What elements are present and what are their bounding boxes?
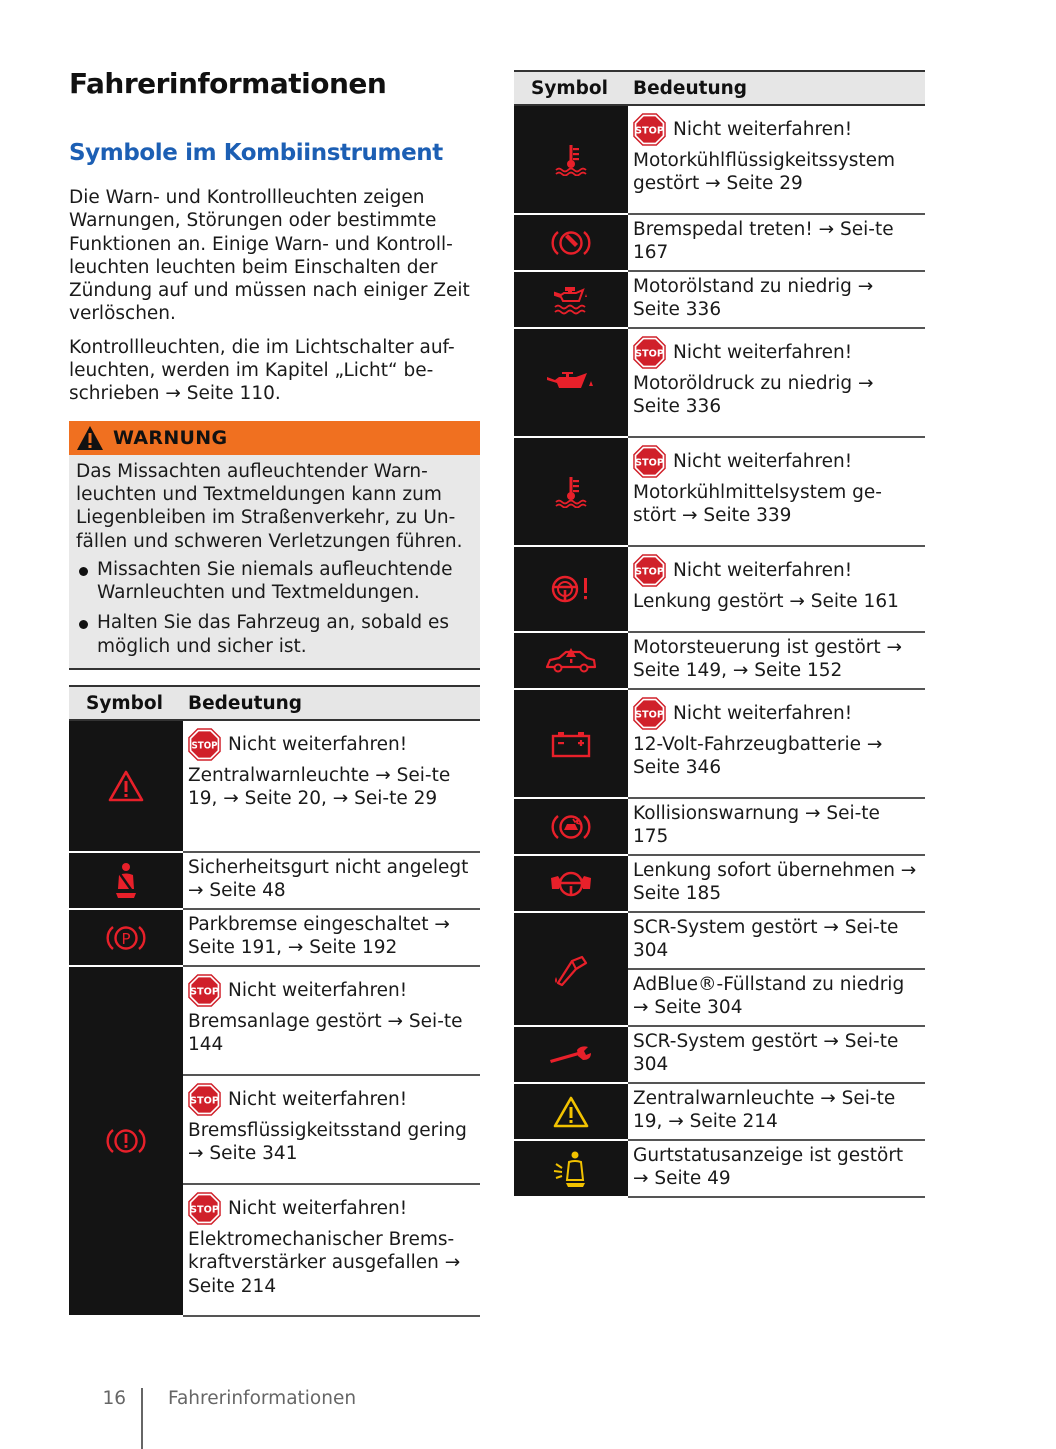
- meaning-text: SCR-System gestört → Sei-te 304: [633, 1031, 899, 1076]
- meaning-cell: [628, 546, 925, 632]
- warning-list: [76, 558, 472, 658]
- symbol-cell: [514, 1026, 628, 1083]
- table-row: [69, 720, 480, 852]
- stop-sign-icon: [633, 445, 666, 478]
- warning-triangle-icon: [75, 424, 105, 452]
- symbol-cell: [514, 328, 628, 437]
- stop-sign-icon: [188, 974, 221, 1007]
- svg-text:STOP: STOP: [635, 709, 664, 721]
- symbol-cell: [514, 546, 628, 632]
- meaning-cell: [628, 969, 925, 1026]
- table-row: [69, 966, 480, 1075]
- symbol-cell: [514, 437, 628, 546]
- meaning-cell: [628, 798, 925, 855]
- symbol-table-left: [69, 685, 480, 1317]
- meaning-cell: [628, 689, 925, 798]
- table-row: [514, 271, 925, 328]
- meaning-text: Motorsteuerung ist gestört → Seite 149, → Seite 152: [633, 637, 903, 682]
- adblue-icon: [552, 951, 590, 987]
- meaning-text: Motorölstand zu niedrig → Seite 336: [633, 276, 874, 321]
- parking-brake-icon: [106, 923, 146, 953]
- table-row: [514, 546, 925, 632]
- stop-text: Nicht weiterfahren!: [673, 341, 853, 363]
- stop-sign-icon: [188, 728, 221, 761]
- meaning-cell: [628, 105, 925, 214]
- coolant-temperature-icon: [554, 144, 588, 176]
- meaning-cell: [628, 1026, 925, 1083]
- svg-text:STOP: STOP: [635, 125, 664, 137]
- stop-line: [633, 441, 921, 478]
- symbol-cell: [69, 720, 183, 852]
- table-row: [514, 855, 925, 912]
- stop-text: Nicht weiterfahren!: [673, 118, 853, 140]
- table-row: [514, 328, 925, 437]
- page-footer: [0, 1388, 1056, 1449]
- svg-text:STOP: STOP: [190, 1095, 219, 1107]
- meaning-cell: [628, 437, 925, 546]
- meaning-text: Motorkühlmittelsystem ge-stört → Seite 339: [633, 482, 882, 527]
- meaning-text: Gurtstatusanzeige ist gestört → Seite 49: [633, 1145, 904, 1190]
- warning-triangle-yellow-icon: [553, 1096, 589, 1128]
- meaning-cell: [628, 271, 925, 328]
- footer-chapter: Fahrerinformationen: [168, 1388, 357, 1409]
- meaning-text: Bremsflüssigkeitsstand gering → Seite 341: [188, 1120, 467, 1165]
- footer-divider: [141, 1388, 143, 1449]
- symbol-cell: [514, 1083, 628, 1140]
- svg-text:STOP: STOP: [191, 740, 218, 752]
- intro-paragraph-2: Kontrollleuchten, die im Lichtschalter auf-leuchten, werden im Kapitel „Licht“ be-schrieben → Seite 110.: [69, 336, 455, 405]
- stop-text: Nicht weiterfahren!: [228, 1088, 408, 1110]
- belt-status-icon: [552, 1150, 590, 1188]
- page-title: Fahrerinformationen: [69, 67, 387, 100]
- stop-sign-icon: [188, 1083, 221, 1116]
- page-number: 16: [102, 1388, 126, 1409]
- table-row: [514, 912, 925, 969]
- symbol-cell: [514, 855, 628, 912]
- table-row: [514, 105, 925, 214]
- stop-sign-icon: [633, 554, 666, 587]
- symbol-cell: [514, 912, 628, 1026]
- meaning-text: AdBlue®-Füllstand zu niedrig → Seite 304: [633, 974, 905, 1019]
- stop-sign-icon: [633, 113, 666, 146]
- meaning-cell: [183, 966, 480, 1075]
- table-row: [69, 909, 480, 966]
- table-row: [514, 632, 925, 689]
- brake-system-icon: [106, 1126, 146, 1156]
- stop-text: Nicht weiterfahren!: [673, 559, 853, 581]
- symbol-cell: [69, 852, 183, 909]
- meaning-cell: [183, 852, 480, 909]
- stop-line: [633, 109, 921, 146]
- stop-line: [188, 1079, 476, 1116]
- warning-text: Das Missachten aufleuchtender Warn-leuchten und Textmeldungen kann zum Liegenbleiben im Straßenverkehr, zu Un-fällen und schweren Verletzungen führen.: [76, 460, 463, 552]
- meaning-text: Motoröldruck zu niedrig → Seite 336: [633, 373, 874, 418]
- column-header-symbol: Symbol: [69, 686, 183, 720]
- meaning-cell: [183, 1075, 480, 1184]
- meaning-text: Zentralwarnleuchte → Sei-te 19, → Seite 214: [633, 1088, 896, 1133]
- meaning-text: Parkbremse eingeschaltet → Seite 191, → Seite 192: [188, 914, 450, 959]
- meaning-cell: [628, 632, 925, 689]
- meaning-text: Bremsanlage gestört → Sei-te 144: [188, 1011, 463, 1056]
- press-brake-pedal-icon: [551, 228, 591, 258]
- wrench-icon: [548, 1043, 594, 1067]
- warning-bullet: Halten Sie das Fahrzeug an, sobald es möglich und sicher ist.: [76, 611, 472, 658]
- meaning-text: Kollisionswarnung → Sei-te 175: [633, 803, 880, 848]
- stop-text: Nicht weiterfahren!: [228, 733, 408, 755]
- stop-text: Nicht weiterfahren!: [228, 1197, 408, 1219]
- warning-triangle-icon: [108, 770, 144, 802]
- symbol-cell: [514, 689, 628, 798]
- intro-paragraph-1: Die Warn- und Kontrollleuchten zeigen Warnungen, Störungen oder bestimmte Funktionen an. Einige Warn- und Kontroll-leuchten leuchten beim Einschalten der Zündung auf und müssen nach einiger Zeit verlöschen.: [69, 187, 470, 325]
- symbol-cell: [69, 966, 183, 1316]
- stop-line: [633, 693, 921, 730]
- stop-line: [188, 1188, 476, 1225]
- table-header-row: [69, 686, 480, 720]
- meaning-cell: [628, 855, 925, 912]
- warning-body: [69, 455, 480, 668]
- stop-line: [188, 724, 476, 761]
- table-row: [514, 689, 925, 798]
- table-row: [514, 437, 925, 546]
- stop-sign-icon: [633, 697, 666, 730]
- stop-text: Nicht weiterfahren!: [673, 702, 853, 724]
- meaning-text: Elektromechanischer Brems-kraftverstärker ausgefallen → Seite 214: [188, 1229, 461, 1297]
- meaning-cell: [183, 909, 480, 966]
- meaning-cell: [628, 1140, 925, 1197]
- svg-text:STOP: STOP: [635, 457, 664, 469]
- meaning-cell: [183, 720, 480, 852]
- right-column: [514, 70, 925, 1198]
- table-row: [514, 214, 925, 271]
- symbol-cell: [514, 214, 628, 271]
- symbol-cell: [69, 909, 183, 966]
- stop-sign-icon: [633, 336, 666, 369]
- column-header-meaning: Bedeutung: [628, 71, 925, 105]
- table-row: [514, 1026, 925, 1083]
- table-row: [69, 852, 480, 909]
- svg-text:STOP: STOP: [635, 566, 664, 578]
- svg-text:STOP: STOP: [190, 986, 219, 998]
- stop-text: Nicht weiterfahren!: [228, 979, 408, 1001]
- warning-title: WARNUNG: [113, 426, 228, 449]
- meaning-text: Lenkung sofort übernehmen → Seite 185: [633, 860, 917, 905]
- symbol-cell: [514, 105, 628, 214]
- meaning-text: Lenkung gestört → Seite 161: [633, 591, 899, 612]
- warning-header: [69, 421, 480, 455]
- symbol-cell: [514, 632, 628, 689]
- stop-line: [188, 970, 476, 1007]
- coolant-temperature-icon: [554, 476, 588, 508]
- meaning-text: 12-Volt-Fahrzeugbatterie → Seite 346: [633, 734, 883, 779]
- steering-fault-icon: [550, 574, 592, 604]
- oil-pressure-icon: [545, 371, 597, 395]
- stop-line: [633, 550, 921, 587]
- oil-level-icon: [552, 285, 590, 315]
- meaning-cell: [628, 1083, 925, 1140]
- stop-line: [633, 332, 921, 369]
- symbol-cell: [514, 1140, 628, 1197]
- meaning-text: Bremspedal treten! → Sei-te 167: [633, 219, 894, 264]
- symbol-table-right: [514, 70, 925, 1198]
- stop-text: Nicht weiterfahren!: [673, 450, 853, 472]
- warning-box: [69, 421, 480, 670]
- left-column: [69, 66, 480, 1317]
- engine-control-icon: [545, 647, 597, 675]
- table-row: [514, 1083, 925, 1140]
- table-row: [514, 1140, 925, 1197]
- svg-text:STOP: STOP: [635, 348, 664, 360]
- section-title: Symbole im Kombiinstrument: [69, 140, 443, 166]
- column-header-symbol: Symbol: [514, 71, 628, 105]
- meaning-text: SCR-System gestört → Sei-te 304: [633, 917, 899, 962]
- stop-sign-icon: [188, 1192, 221, 1225]
- meaning-cell: [628, 214, 925, 271]
- meaning-text: Zentralwarnleuchte → Sei-te 19, → Seite 20, → Sei-te 29: [188, 765, 451, 810]
- meaning-text: Sicherheitsgurt nicht angelegt → Seite 48: [188, 857, 469, 902]
- column-header-meaning: Bedeutung: [183, 686, 480, 720]
- svg-text:STOP: STOP: [190, 1204, 219, 1216]
- symbol-cell: [514, 798, 628, 855]
- meaning-text: Motorkühlflüssigkeitssystem gestört → Seite 29: [633, 150, 896, 195]
- svg-text:P: P: [121, 929, 131, 948]
- meaning-cell: [628, 328, 925, 437]
- meaning-cell: [628, 912, 925, 969]
- meaning-cell: [183, 1184, 480, 1316]
- seatbelt-icon: [111, 861, 141, 901]
- take-over-steering-icon: [548, 869, 594, 899]
- table-row: [514, 798, 925, 855]
- table-header-row: [514, 71, 925, 105]
- collision-warning-icon: [551, 812, 591, 842]
- warning-bullet: Missachten Sie niemals aufleuchtende Warnleuchten und Textmeldungen.: [76, 558, 472, 605]
- battery-icon: [551, 730, 591, 758]
- symbol-cell: [514, 271, 628, 328]
